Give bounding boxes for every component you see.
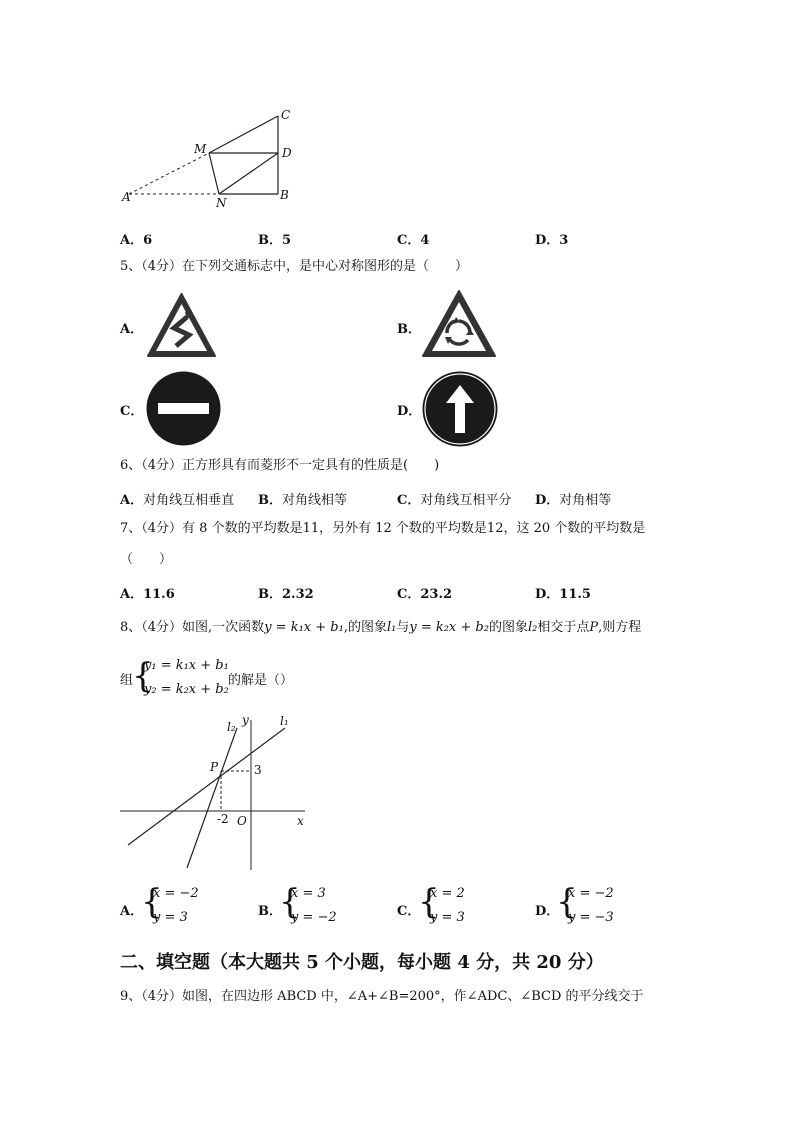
- q6-option-a[interactable]: A．对角线互相垂直: [120, 493, 235, 508]
- graph-label-P: P: [210, 760, 219, 774]
- q7-option-a[interactable]: A．11.6: [120, 587, 175, 602]
- label-M: M: [194, 142, 207, 156]
- label-B: B: [280, 188, 289, 202]
- q7-option-d[interactable]: D．11.5: [535, 587, 591, 602]
- graph-label-O: O: [237, 814, 247, 828]
- q8-option-b-row1: x = 3: [291, 886, 326, 901]
- q8-option-d-brace: {: [556, 882, 578, 922]
- q5-option-d-label[interactable]: D．: [397, 404, 422, 419]
- q6-option-b[interactable]: B．对角线相等: [258, 493, 348, 508]
- q8-option-b-brace: {: [279, 882, 301, 922]
- q8-option-c-row2: y = 3: [430, 910, 465, 925]
- q5-option-a-label[interactable]: A．: [120, 322, 144, 337]
- section-heading: 二、填空题（本大题共 5 个小题，每小题 4 分，共 20 分）: [120, 952, 604, 973]
- q5-option-b-label[interactable]: B．: [397, 322, 421, 337]
- graph-label-y: y: [242, 713, 249, 727]
- q7-option-b[interactable]: B．2.32: [258, 587, 314, 602]
- graph-label-x: x: [297, 814, 304, 828]
- q8-option-b-row2: y = −2: [291, 910, 337, 925]
- graph-label-neg2: -2: [217, 812, 229, 826]
- q8-option-c-letter: C．: [397, 904, 421, 919]
- linear-functions-graph: [115, 710, 315, 875]
- q7-stem-line2: （ ）: [120, 552, 173, 567]
- q8-stem-line2-prefix: 组: [120, 673, 134, 688]
- q8-option-d-letter: D．: [535, 904, 560, 919]
- q6-option-c[interactable]: C．对角线互相平分: [397, 493, 512, 508]
- q8-option-c-brace: {: [418, 882, 440, 922]
- q6-option-d[interactable]: D．对角相等: [535, 493, 612, 508]
- label-A: A: [122, 190, 131, 204]
- q8-option-b-letter: B．: [258, 904, 282, 919]
- graph-label-l2: l₂: [227, 720, 236, 734]
- no-entry-sign-icon[interactable]: [146, 371, 221, 446]
- q8-option-c-row1: x = 2: [430, 886, 465, 901]
- q6-stem: 6、（4分）正方形具有而菱形不一定具有的性质是( ): [120, 458, 440, 473]
- q8-option-a-row2: y = 3: [153, 910, 188, 925]
- triangle-figure: [115, 105, 305, 210]
- label-N: N: [216, 196, 227, 210]
- q4-option-d[interactable]: D．3: [535, 233, 569, 248]
- q8-stem: 8、（4分）如图,一次函数y = k₁x + b₁,的图象l₁与y = k₂x + b₂的图象l₂相交于点P,则方程: [120, 620, 642, 635]
- zigzag-warning-sign-icon[interactable]: [144, 290, 219, 360]
- q7-stem-line1: 7、（4分）有 8 个数的平均数是11，另外有 12 个数的平均数是12，这 20 个数的平均数是: [120, 521, 646, 536]
- roundabout-warning-sign-icon[interactable]: [420, 288, 498, 360]
- q8-stem-line2-suffix: 的解是（）: [228, 673, 294, 688]
- q9-stem: 9、（4分）如图，在四边形 ABCD 中，∠A+∠B=200°，作∠ADC、∠BCD 的平分线交于: [120, 989, 644, 1004]
- q8-option-d-row1: x = −2: [568, 886, 614, 901]
- q8-system-brace: {: [132, 656, 154, 696]
- q4-option-b[interactable]: B．5: [258, 233, 292, 248]
- q8-option-d-row2: y = −3: [568, 910, 614, 925]
- q4-option-c[interactable]: C．4: [397, 233, 430, 248]
- graph-label-l1: l₁: [280, 714, 289, 728]
- q7-option-c[interactable]: C．23.2: [397, 587, 453, 602]
- q8-system-eq2: y₂ = k₂x + b₂: [144, 682, 229, 697]
- q8-option-a-row1: x = −2: [153, 886, 199, 901]
- label-D: D: [282, 146, 292, 160]
- straight-ahead-sign-icon[interactable]: [422, 371, 498, 447]
- q4-option-a[interactable]: A．6: [120, 233, 153, 248]
- q5-stem: 5、（4分）在下列交通标志中，是中心对称图形的是（ ）: [120, 259, 469, 274]
- graph-label-3: 3: [254, 763, 262, 777]
- q8-option-a-letter: A．: [120, 904, 144, 919]
- q5-option-c-label[interactable]: C．: [120, 404, 144, 419]
- label-C: C: [281, 108, 291, 122]
- q8-option-a-brace: {: [141, 882, 163, 922]
- q8-system-eq1: y₁ = k₁x + b₁: [144, 658, 229, 673]
